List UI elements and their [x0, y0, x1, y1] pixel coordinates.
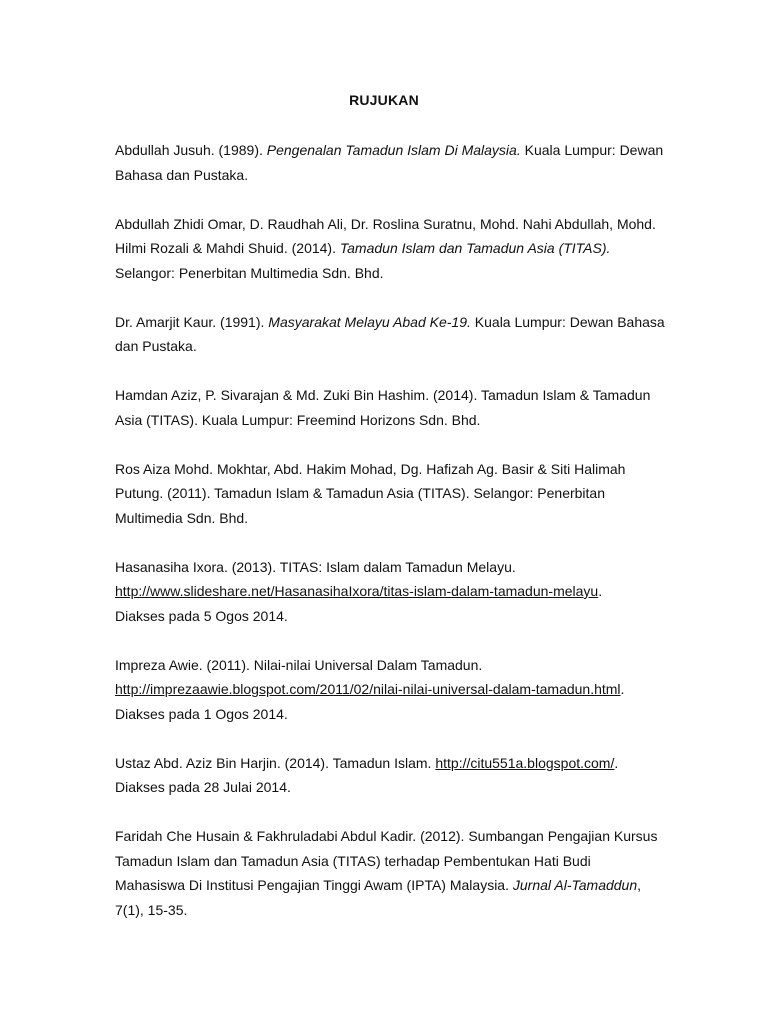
reference-line	[115, 677, 675, 702]
reference-line	[115, 873, 675, 898]
reference-text: Tamadun Islam dan Tamadun Asia (TITAS) terhadap Pembentukan Hati Budi	[115, 852, 591, 869]
page-title: RUJUKAN	[349, 92, 419, 108]
reference-title-italic: Tamadun Islam dan Tamadun Asia (TITAS).	[339, 240, 611, 256]
reference-text: Selangor: Penerbitan Multimedia Sdn. Bhd.	[115, 264, 384, 281]
reference-text: Diakses pada 1 Ogos 2014.	[115, 705, 288, 722]
reference-line	[115, 481, 675, 506]
reference-link[interactable]: http://www.slideshare.net/HasanasihaIxora/titas-islam-dalam-tamadun-melayu	[115, 583, 599, 599]
reference-text: Asia (TITAS). Kuala Lumpur: Freemind Horizons Sdn. Bhd.	[115, 411, 481, 428]
reference-title-italic: Jurnal Al-Tamaddun	[512, 877, 638, 893]
reference-text: 7(1), 15-35.	[115, 901, 188, 918]
reference-line	[115, 849, 675, 874]
reference-line	[115, 579, 675, 604]
reference-text: dan Pustaka.	[115, 338, 197, 354]
reference-text: Kuala Lumpur: Dewan	[520, 142, 664, 158]
reference-entry-ros-aiza	[115, 457, 675, 531]
reference-entry-faridah	[115, 824, 675, 922]
reference-line	[115, 236, 675, 261]
reference-text: Impreza Awie. (2011). Nilai-nilai Universal Dalam Tamadun.	[115, 656, 483, 673]
reference-text: .	[614, 754, 619, 771]
reference-line	[115, 212, 675, 237]
reference-link[interactable]: http://imprezaawie.blogspot.com/2011/02/nilai-nilai-universal-dalam-tamadun.html	[115, 681, 621, 697]
reference-entry-ustaz	[115, 751, 675, 800]
reference-title-italic: Pengenalan Tamadun Islam Di Malaysia.	[266, 142, 521, 158]
reference-text: Multimedia Sdn. Bhd.	[115, 509, 249, 526]
reference-text: Dr. Amarjit Kaur. (1991).	[115, 313, 269, 330]
reference-text: Diakses pada 28 Julai 2014.	[115, 779, 291, 795]
reference-list	[115, 138, 675, 947]
reference-line	[115, 506, 675, 531]
reference-line	[115, 702, 675, 727]
reference-entry-zhidi	[115, 212, 675, 286]
reference-line	[115, 653, 675, 678]
reference-text: Mahasiswa Di Institusi Pengajian Tinggi Awam (IPTA) Malaysia.	[115, 877, 513, 893]
reference-text: ,	[637, 877, 642, 893]
reference-line	[115, 310, 675, 335]
reference-line	[115, 751, 675, 776]
reference-line	[115, 261, 675, 286]
reference-line	[115, 824, 675, 849]
reference-text: Abdullah Zhidi Omar, D. Raudhah Ali, Dr. Roslina Suratnu, Mohd. Nahi Abdullah, Mohd.	[115, 215, 656, 232]
reference-text: Diakses pada 5 Ogos 2014.	[115, 607, 288, 624]
reference-text: Hasanasiha Ixora. (2013). TITAS: Islam dalam Tamadun Melayu.	[115, 558, 516, 575]
reference-line	[115, 163, 675, 188]
reference-text: .	[598, 583, 603, 599]
reference-line	[115, 457, 675, 482]
reference-line	[115, 555, 675, 580]
reference-line	[115, 138, 675, 163]
reference-entry-impreza	[115, 653, 675, 727]
reference-entry-hasanasiha	[115, 555, 675, 629]
reference-text: Ustaz Abd. Aziz Bin Harjin. (2014). Tamadun Islam.	[115, 754, 436, 771]
reference-entry-kaur	[115, 310, 675, 359]
reference-text: Kuala Lumpur: Dewan Bahasa	[470, 313, 665, 330]
reference-line	[115, 334, 675, 359]
reference-entry-jusuh	[115, 138, 675, 187]
reference-text: Ros Aiza Mohd. Mokhtar, Abd. Hakim Mohad, Dg. Hafizah Ag. Basir & Siti Halimah	[115, 460, 626, 477]
reference-title-italic: Masyarakat Melayu Abad Ke-19.	[268, 313, 471, 330]
reference-text: Bahasa dan Pustaka.	[115, 166, 249, 183]
reference-entry-hamdan	[115, 383, 675, 432]
reference-text: Putung. (2011). Tamadun Islam & Tamadun Asia (TITAS). Selangor: Penerbitan	[115, 485, 606, 501]
reference-line	[115, 775, 675, 800]
reference-text: Hilmi Rozali & Mahdi Shuid. (2014).	[115, 240, 340, 256]
reference-link[interactable]: http://citu551a.blogspot.com/	[435, 754, 615, 771]
reference-text: Abdullah Jusuh. (1989).	[115, 142, 267, 158]
reference-text: .	[620, 681, 625, 697]
reference-line	[115, 604, 675, 629]
reference-text: Faridah Che Husain & Fakhruladabi Abdul Kadir. (2012). Sumbangan Pengajian Kursus	[115, 828, 658, 844]
reference-line	[115, 408, 675, 433]
reference-text: Hamdan Aziz, P. Sivarajan & Md. Zuki Bin Hashim. (2014). Tamadun Islam & Tamadun	[115, 387, 651, 403]
reference-line	[115, 383, 675, 408]
reference-line	[115, 898, 675, 923]
